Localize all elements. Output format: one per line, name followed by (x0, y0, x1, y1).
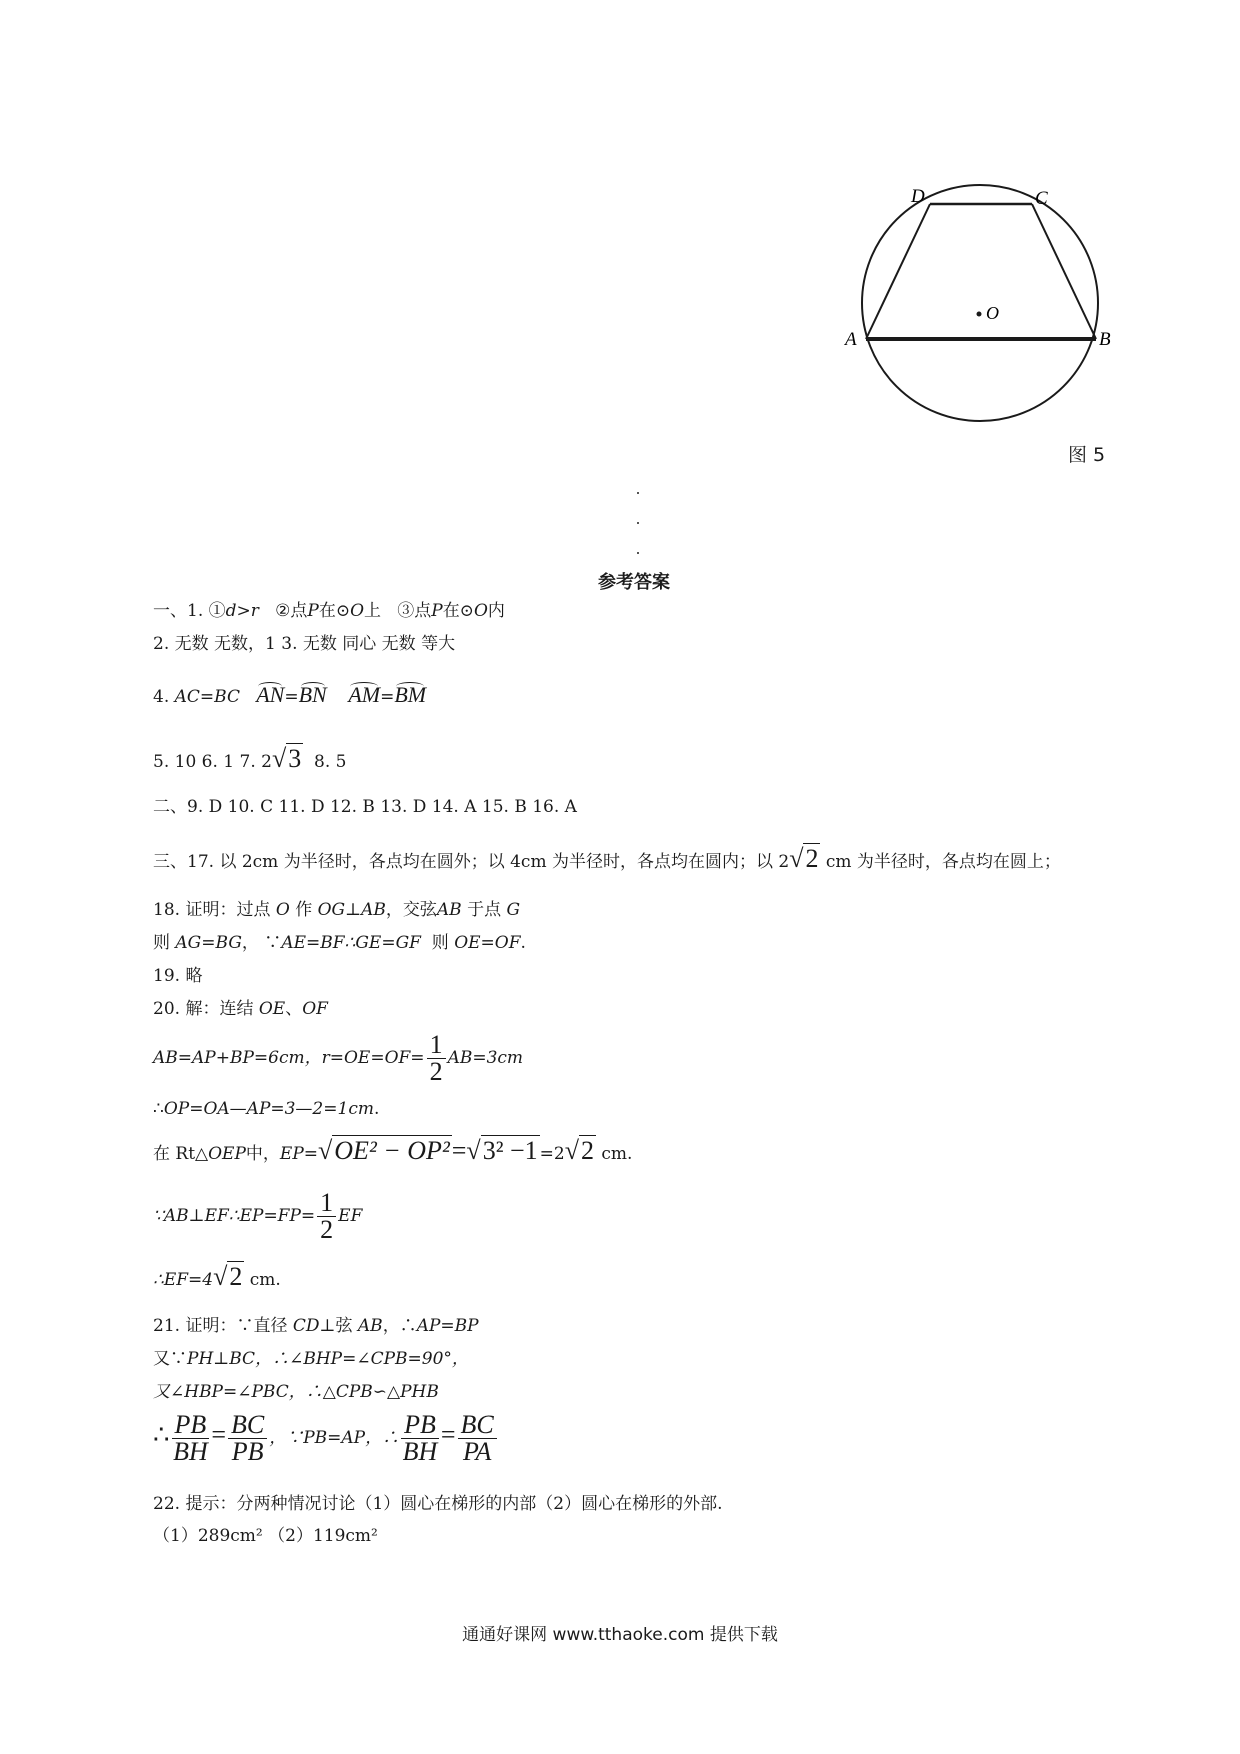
footer: 通通好课网 www.tthaoke.com 提供下载 (462, 1625, 778, 1645)
answer-line-3: 4. AC=BC AN=BN AM=BM (153, 682, 427, 707)
answer-line-2: 2. 无数 无数，1 3. 无数 同心 无数 等大 (153, 634, 456, 654)
answer-line-19: ∴ $\frac{PB}{BH}$ = $\frac{BC}{PB}$ ，∵PB=AP，∴ $\frac{PB}{BH}$ = $\frac{BC}{PA}$ (153, 1412, 499, 1465)
answers-title: 参考答案 (598, 572, 670, 593)
answer-line-5: 二、9. D 10. C 11. D 12. B 13. D 14. A 15. B 16. A (153, 797, 577, 817)
label-c: C (1035, 188, 1048, 209)
arc-an: AN (256, 682, 285, 707)
answer-line-1: 一、1. ①d>r ②点P在⊙O上 ③点P在⊙O内 (153, 601, 505, 621)
fraction-half: $\frac{1}{2}$ (427, 1032, 446, 1085)
stray-dot (637, 492, 639, 494)
fraction-pb-bh: $\frac{PB}{BH}$ (402, 1410, 438, 1466)
answer-line-7: 18. 证明：过点 O 作 OG⊥AB，交弦AB 于点 G (153, 900, 521, 920)
fraction-pb-bh: $\frac{PB}{BH}$ (173, 1410, 208, 1466)
arc-am: AM (348, 682, 381, 707)
answer-line-12: ∴OP=OA—AP=3—2=1cm. (153, 1099, 380, 1119)
answer-line-16: 21. 证明：∵直径 CD⊥弦 AB，∴AP=BP (153, 1316, 479, 1336)
label-a: A (845, 329, 857, 350)
label-d: D (911, 186, 925, 207)
side-cb (1032, 204, 1096, 339)
answer-line-14: ∵AB⊥EF∴EP=FP= $\frac{1}{2}$ EF (153, 1188, 363, 1244)
fraction-half: $\frac{1}{2}$ (317, 1190, 336, 1243)
answer-line-4: 5. 10 6. 1 7. 2√3 8. 5 (153, 744, 347, 773)
stray-dot (637, 552, 639, 554)
answer-line-18: 又∠HBP=∠PBC，∴△CPB∽△PHB (153, 1382, 439, 1402)
answer-line-8: 则 AG=BG， ∵AE=BF∴GE=GF 则 OE=OF. (153, 933, 526, 953)
arc-bn: BN (298, 682, 327, 707)
stray-dot (637, 522, 639, 524)
label-o: O (986, 303, 999, 323)
center-point (977, 312, 982, 317)
answer-line-10: 20. 解：连结 OE、OF (153, 999, 328, 1019)
arc-bm: BM (394, 682, 427, 707)
answer-line-17: 又∵PH⊥BC，∴∠BHP=∠CPB=90°， (153, 1349, 469, 1369)
figure-caption: 图 5 (1068, 444, 1106, 466)
circle-o (862, 185, 1098, 421)
figure-5-circle-trapezoid (835, 180, 1140, 440)
fraction-bc-pa: $\frac{BC}{PA}$ (458, 1412, 497, 1465)
answer-line-20: 22. 提示：分两种情况讨论（1）圆心在梯形的内部（2）圆心在梯形的外部. (153, 1494, 723, 1514)
answer-line-6: 三、17. 以 2cm 为半径时，各点均在圆外；以 4cm 为半径时，各点均在圆内；以 2√2 cm 为半径时，各点均在圆上； (153, 844, 1061, 873)
answer-line-9: 19. 略 (153, 966, 203, 986)
answer-line-11: AB=AP+BP=6cm，r=OE=OF= $\frac{1}{2}$ AB=3cm (153, 1030, 524, 1086)
label-b: B (1099, 329, 1111, 350)
fraction-bc-pb: $\frac{BC}{PB}$ (228, 1412, 267, 1465)
side-ad (866, 204, 930, 339)
answer-line-13: 在 Rt△OEP中，EP=√OE² − OP²=√3² −1 =2√2 cm. (153, 1136, 633, 1165)
answer-line-15: ∴EF=4√2 cm. (153, 1262, 281, 1291)
answer-line-21: （1）289cm² （2）119cm² (153, 1526, 378, 1546)
